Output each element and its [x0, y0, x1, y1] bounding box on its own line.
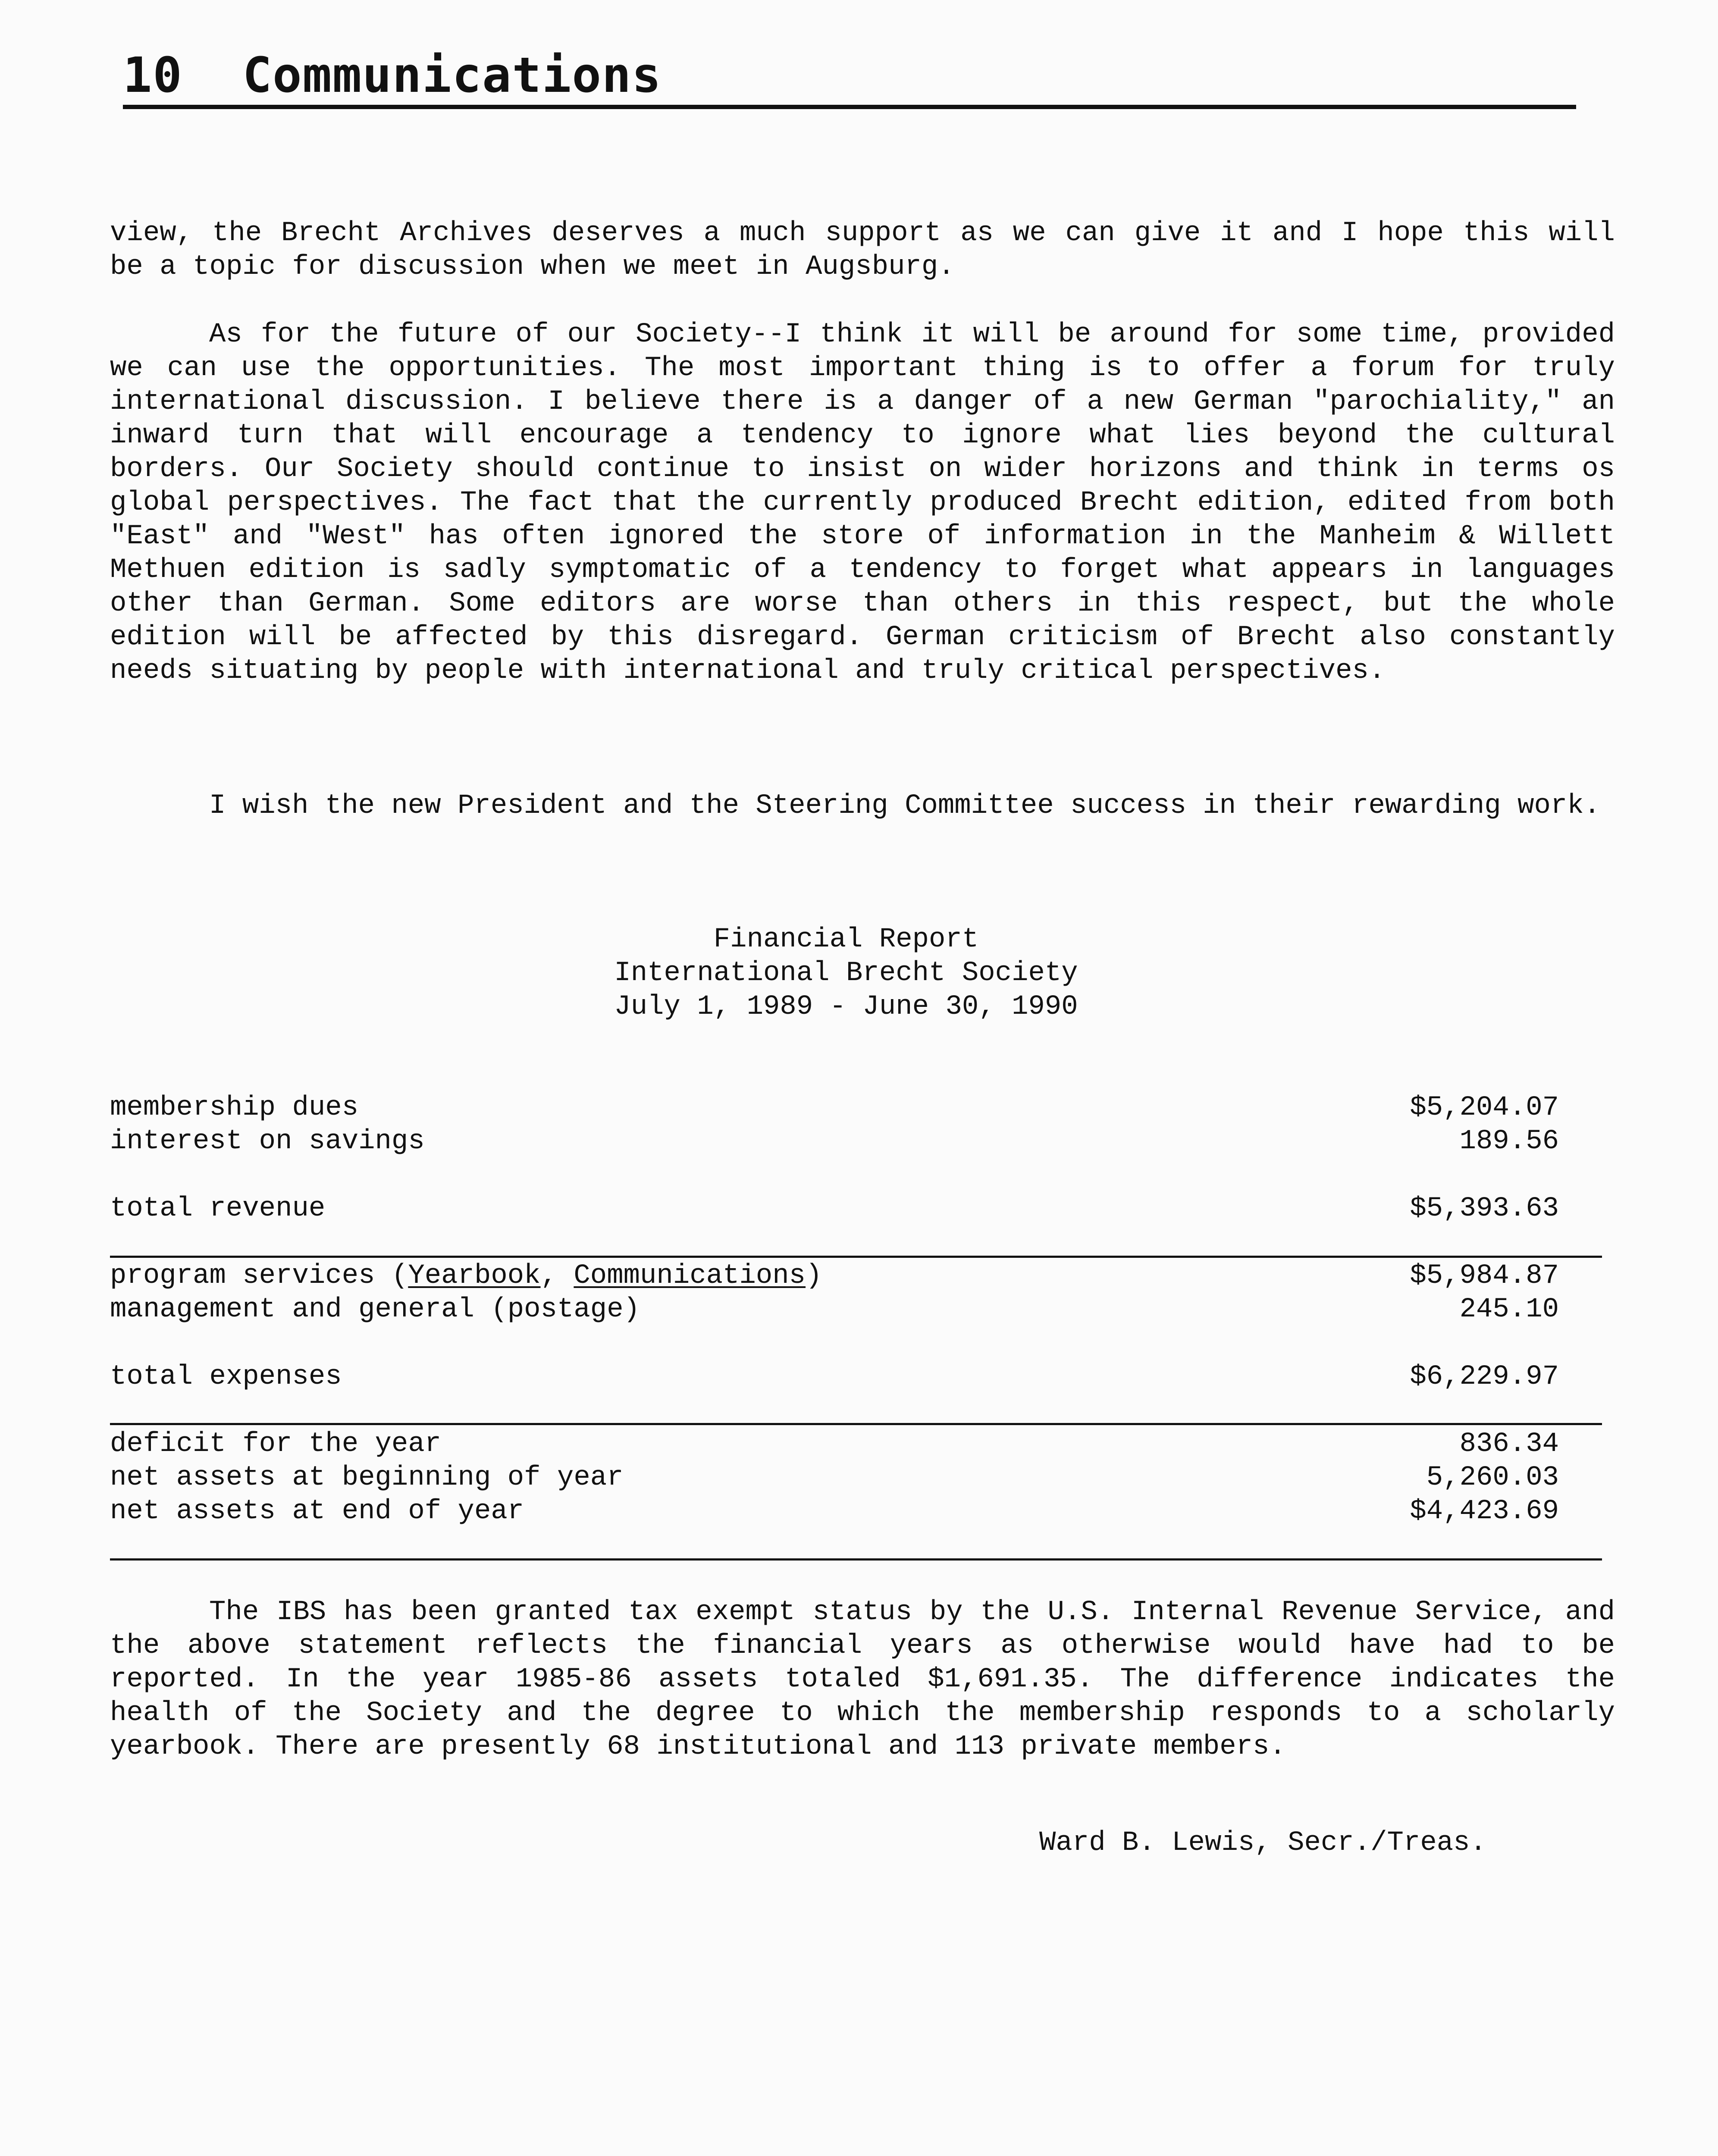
paragraph-3: I wish the new President and the Steering Committee success in their rewarding work.: [209, 790, 1601, 821]
table-rule: [110, 1256, 1602, 1258]
row-deficit: [110, 1427, 1559, 1461]
row-amount: $6,229.97: [1410, 1361, 1559, 1392]
report-period: July 1, 1989 - June 30, 1990: [614, 991, 1078, 1022]
row-label: management and general (postage): [110, 1294, 640, 1325]
paragraph-2: As for the future of our Society--I think it will be around for some time, provided we can use the opportunities. The most important thing is to offer a forum for truly international discussion. I believe there is a danger of a new German "parochiality," an inward turn that will encourage a tendency to ignore what lies beyond the cultural borders. Our Society should continue to insist on wider horizons and think in terms os global perspectives. The fact that the currently produced Brecht edition, edited from both "East" and "West" has often ignored the store of information in the Manheim & Willett Methuen edition is sadly symptomatic of a tendency to forget what appears in languages other than German. Some editors are worse than others in this respect, but the whole edition will be affected by this disregard. German criticism of Brecht also constantly needs situating by people with international and truly critical perspectives.: [110, 319, 1615, 686]
label-separator: ,: [540, 1260, 574, 1291]
row-label: net assets at end of year: [110, 1496, 524, 1527]
row-total-revenue: [110, 1192, 1559, 1225]
row-program-services: [110, 1259, 1559, 1293]
row-net-assets-end: [110, 1495, 1559, 1528]
row-amount: $5,393.63: [1410, 1193, 1559, 1224]
report-title: Financial Report: [713, 924, 979, 955]
row-label: membership dues: [110, 1092, 359, 1123]
yearbook-title: Yearbook: [408, 1260, 541, 1291]
paragraph-1: view, the Brecht Archives deserves a much support as we can give it and I hope this will be a topic for discussion when we meet in Augsburg.: [110, 218, 1615, 282]
publication-title: Communications: [242, 47, 662, 103]
row-label: total revenue: [110, 1193, 326, 1224]
label-prefix: program services (: [110, 1260, 408, 1291]
header-rule: [123, 105, 1576, 109]
row-amount: $4,423.69: [1410, 1496, 1559, 1527]
table-rule: [110, 1558, 1602, 1561]
row-membership-dues: [110, 1091, 1559, 1125]
row-label: deficit for the year: [110, 1429, 442, 1460]
row-amount: $5,984.87: [1410, 1260, 1559, 1291]
report-organization: International Brecht Society: [614, 958, 1078, 989]
row-amount: $5,204.07: [1410, 1092, 1559, 1123]
closing-paragraph: The IBS has been granted tax exempt status by the U.S. Internal Revenue Service, and the above statement reflects the financial years as otherwise would have had to be reported. In the year 1985-86 assets totaled $1,691.35. The difference indicates the health of the Society and the degree to which the membership responds to a scholarly yearbook. There are presently 68 institutional and 113 private members.: [110, 1597, 1615, 1762]
page-header-title: [123, 45, 662, 106]
row-net-assets-beginning: [110, 1461, 1559, 1495]
row-label: [110, 1259, 822, 1293]
row-label: net assets at beginning of year: [110, 1462, 624, 1493]
row-amount: 189.56: [1459, 1126, 1559, 1157]
row-amount: 836.34: [1459, 1429, 1559, 1460]
label-suffix: ): [806, 1260, 822, 1291]
row-management-and-general: [110, 1293, 1559, 1326]
table-rule: [110, 1423, 1602, 1425]
row-total-expenses: [110, 1360, 1559, 1394]
row-label: total expenses: [110, 1361, 342, 1392]
row-amount: 5,260.03: [1426, 1462, 1559, 1493]
page-header: [123, 45, 1576, 110]
page-number: 10: [123, 47, 183, 103]
row-interest-on-savings: [110, 1125, 1559, 1158]
communications-title: Communications: [574, 1260, 806, 1291]
row-amount: 245.10: [1459, 1294, 1559, 1325]
signature: Ward B. Lewis, Secr./Treas.: [1039, 1827, 1486, 1858]
row-label: interest on savings: [110, 1126, 425, 1157]
